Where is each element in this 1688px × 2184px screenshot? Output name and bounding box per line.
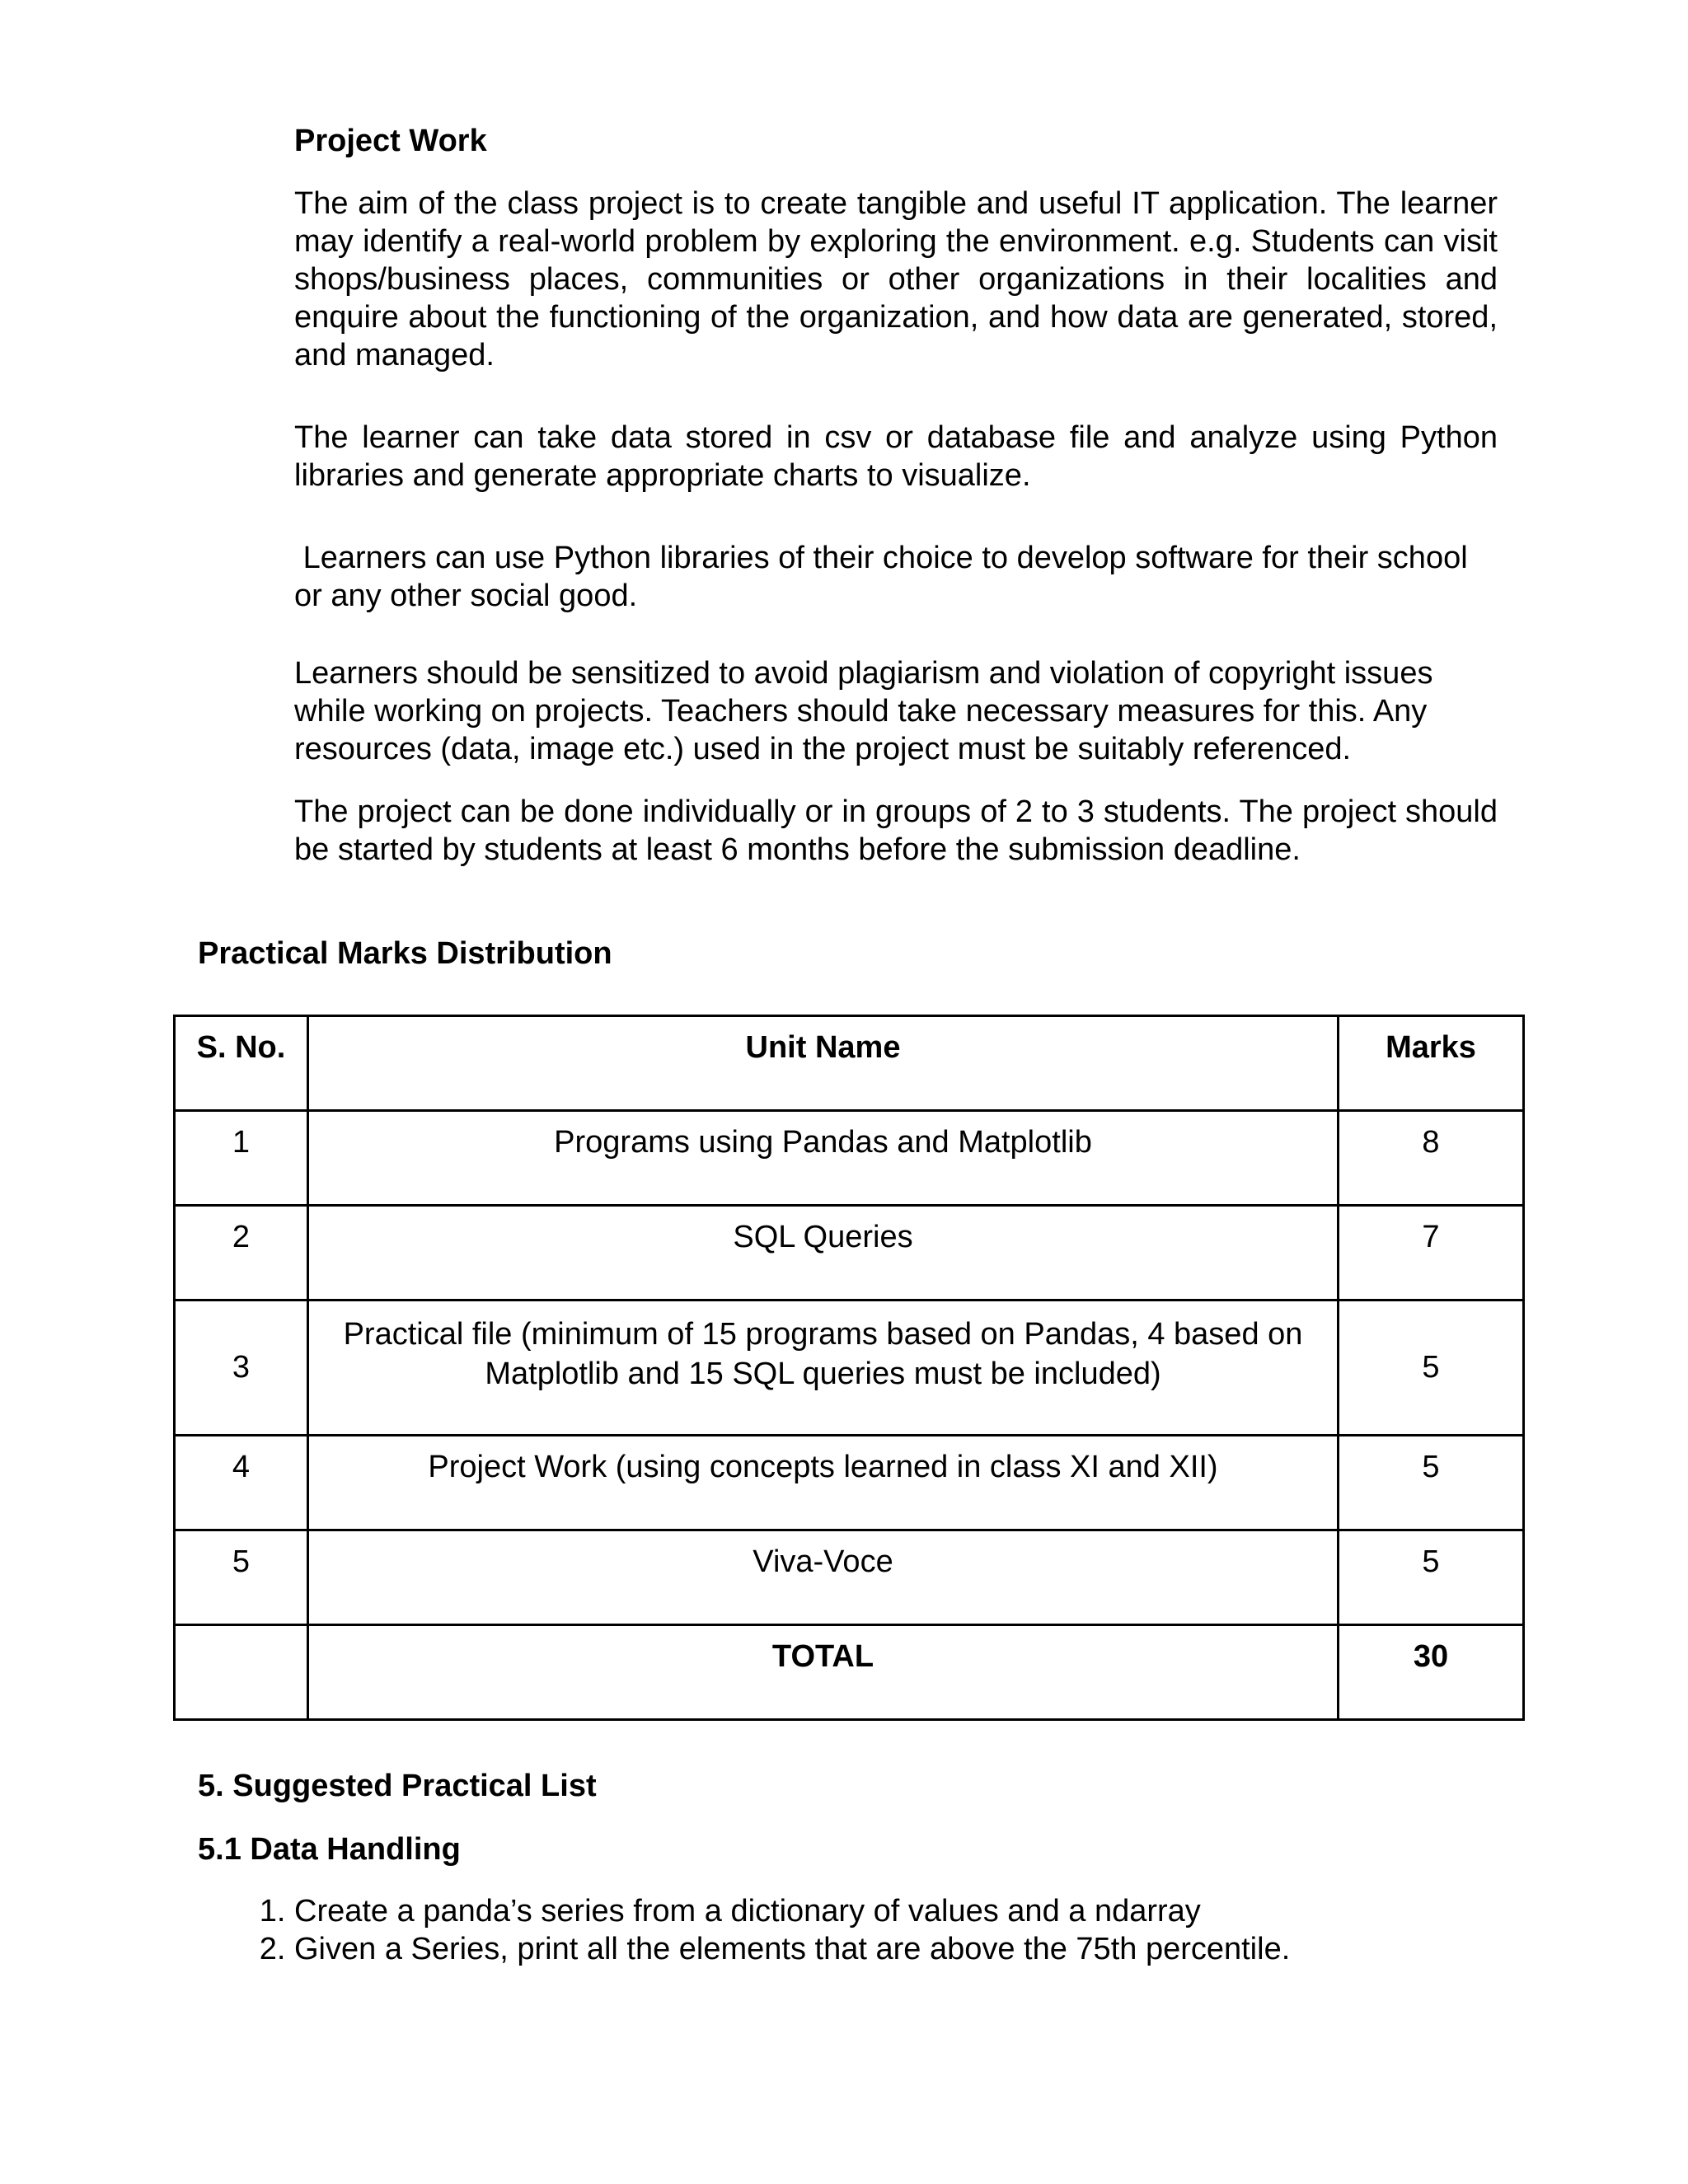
- project-work-paragraph-1: [294, 185, 1498, 374]
- project-work-paragraph-3: [294, 539, 1498, 615]
- paragraph-text: Learners should be sensitized to avoid plagiarism and violation of copyright issues while working on projects. Teachers should take necessary measures for this. Any resources (data, image etc.) used in the project must be suitably referenced.: [294, 656, 1433, 766]
- list-item: 1. Create a panda’s series from a dictionary of values and a ndarray: [294, 1892, 1531, 1930]
- column-header-unit-name: Unit Name: [308, 1016, 1339, 1111]
- project-work-paragraph-2: [294, 419, 1498, 494]
- project-work-paragraph-4: [294, 654, 1498, 768]
- cell-total-label: TOTAL: [308, 1625, 1339, 1720]
- paragraph-text: The learner can take data stored in csv or database file and analyze using Python libraries and generate appropriate charts to visualize.: [294, 420, 1498, 493]
- cell-total-marks: 30: [1339, 1625, 1524, 1720]
- paragraph-text: Learners can use Python libraries of their choice to develop software for their school or any other social good.: [294, 541, 1477, 613]
- table-row: [175, 1530, 1524, 1625]
- table-row: [175, 1206, 1524, 1301]
- list-item: 2. Given a Series, print all the elements that are above the 75th percentile.: [294, 1930, 1531, 1968]
- cell-unit-name: Viva-Voce: [308, 1530, 1339, 1625]
- cell-unit-name: SQL Queries: [308, 1206, 1339, 1301]
- cell-sno: 2: [175, 1206, 308, 1301]
- table-total-row: [175, 1625, 1524, 1720]
- cell-sno: [175, 1625, 308, 1720]
- marks-distribution-heading: Practical Marks Distribution: [198, 936, 612, 971]
- table-row: [175, 1436, 1524, 1530]
- project-work-heading-block: [294, 122, 1498, 160]
- practical-list: [214, 1892, 1531, 1968]
- table-row: [175, 1111, 1524, 1206]
- column-header-sno: S. No.: [175, 1016, 308, 1111]
- suggested-practical-heading: 5. Suggested Practical List: [198, 1769, 597, 1803]
- cell-unit-name: Practical file (minimum of 15 programs based on Pandas, 4 based on Matplotlib and 15 SQL queries must be included): [308, 1301, 1339, 1436]
- paragraph-text: The aim of the class project is to create tangible and useful IT application. The learner may identify a real-world problem by exploring the environment. e.g. Students can visit shops/business places, communities or other organizations in their localities and enquire about the functioning of the organization, and how data are generated, stored, and managed.: [294, 186, 1498, 373]
- paragraph-text: The project can be done individually or in groups of 2 to 3 students. The project should be started by students at least 6 months before the submission deadline.: [294, 794, 1498, 867]
- cell-sno: 1: [175, 1111, 308, 1206]
- table-row: [175, 1301, 1524, 1436]
- cell-unit-name: Programs using Pandas and Matplotlib: [308, 1111, 1339, 1206]
- table-header-row: [175, 1016, 1524, 1111]
- cell-marks: 5: [1339, 1530, 1524, 1625]
- cell-sno: 5: [175, 1530, 308, 1625]
- cell-marks: 8: [1339, 1111, 1524, 1206]
- project-work-heading: Project Work: [294, 124, 487, 158]
- cell-marks: 5: [1339, 1301, 1524, 1436]
- cell-unit-name: Project Work (using concepts learned in class XI and XII): [308, 1436, 1339, 1530]
- cell-marks: 5: [1339, 1436, 1524, 1530]
- marks-distribution-table: [173, 1015, 1525, 1721]
- project-work-paragraph-5: [294, 793, 1498, 869]
- column-header-marks: Marks: [1339, 1016, 1524, 1111]
- cell-sno: 4: [175, 1436, 308, 1530]
- cell-marks: 7: [1339, 1206, 1524, 1301]
- cell-sno: 3: [175, 1301, 308, 1436]
- data-handling-subheading: 5.1 Data Handling: [198, 1832, 461, 1867]
